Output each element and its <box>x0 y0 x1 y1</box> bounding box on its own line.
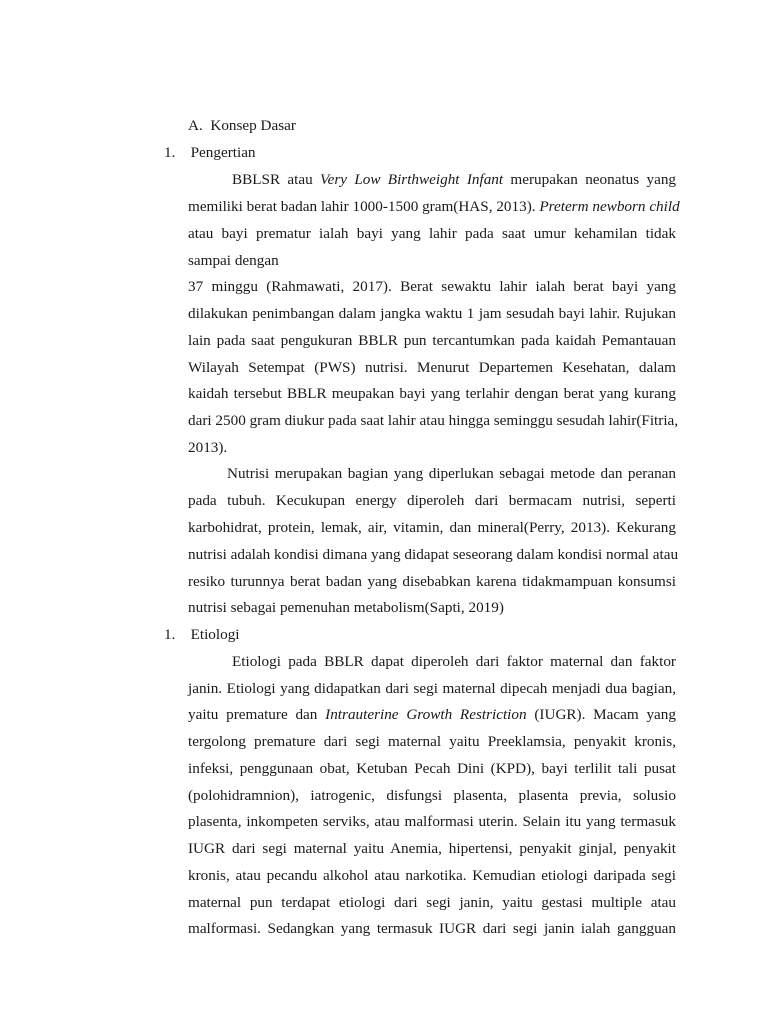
italic-term: Preterm newborn child <box>539 198 680 215</box>
text-span: memiliki berat badan lahir 1000-1500 gram(HAS, 2013). <box>188 198 536 215</box>
section-heading <box>188 113 296 140</box>
paragraph-line: Wilayah Setempat (PWS) nutrisi. Menurut Departemen Kesehatan, dalam <box>188 359 676 376</box>
paragraph-line: dari 2500 gram diukur pada saat lahir atau hingga seminggu sesudah lahir(Fitria, <box>188 412 679 429</box>
paragraph-line: (polohidramnion), iatrogenic, disfungsi plasenta, plasenta previa, solusio <box>188 787 676 804</box>
text-span: BBLSR atau <box>232 171 313 188</box>
paragraph-line: atau bayi prematur ialah bayi yang lahir pada saat umur kehamilan tidak <box>188 225 676 242</box>
paragraph-line: janin. Etiologi yang didapatkan dari segi maternal dipecah menjadi dua bagian, <box>188 680 676 697</box>
text-span: merupakan neonatus yang <box>510 171 677 188</box>
subsection-number: 1. <box>164 144 176 161</box>
paragraph-line: 37 minggu (Rahmawati, 2017). Berat sewaktu lahir ialah berat bayi yang <box>188 278 676 295</box>
paragraph-line: tergolong premature dari segi maternal yaitu Preeklamsia, penyakit kronis, <box>188 733 676 750</box>
paragraph-line: infeksi, penggunaan obat, Ketuban Pecah Dini (KPD), bayi terlilit tali pusat <box>188 760 676 777</box>
paragraph-line: 2013). <box>188 439 228 456</box>
section-title: Konsep Dasar <box>210 117 296 134</box>
paragraph-line: malformasi. Sedangkan yang termasuk IUGR dari segi janin ialah gangguan <box>188 920 676 937</box>
subsection-title: Pengertian <box>190 144 256 161</box>
subsection-number: 1. <box>164 626 176 643</box>
paragraph-line <box>188 702 676 729</box>
paragraph-line: nutrisi sebagai pemenuhan metabolism(Sapti, 2019) <box>188 599 504 616</box>
paragraph-line: kaidah tersebut BBLR meupakan bayi yang terlahir dengan berat yang kurang <box>188 385 676 402</box>
subsection-title: Etiologi <box>190 626 240 643</box>
text-span: (IUGR). Macam yang <box>534 706 676 723</box>
paragraph-line: pada tubuh. Kecukupan energy diperoleh dari bermacam nutrisi, seperti <box>188 492 676 509</box>
paragraph-line: maternal pun terdapat etiologi dari segi janin, yaitu gestasi multiple atau <box>188 894 676 911</box>
paragraph-line: Etiologi pada BBLR dapat diperoleh dari faktor maternal dan faktor <box>232 653 676 670</box>
italic-term: Very Low Birthweight Infant <box>320 171 504 188</box>
paragraph-line <box>232 167 676 194</box>
paragraph-line: IUGR dari segi maternal yaitu Anemia, hipertensi, penyakit ginjal, penyakit <box>188 840 676 857</box>
paragraph-line: dilakukan penimbangan dalam jangka waktu 1 jam sesudah bayi lahir. Rujukan <box>188 305 676 322</box>
paragraph-line: lain pada saat pengukuran BBLR pun tercantumkan pada kaidah Pemantauan <box>188 332 676 349</box>
paragraph-line: plasenta, inkompeten serviks, atau malformasi uterin. Selain itu yang termasuk <box>188 813 676 830</box>
italic-term: Intrauterine Growth Restriction <box>325 706 527 723</box>
paragraph-line: kronis, atau pecandu alkohol atau narkotika. Kemudian etiologi daripada segi <box>188 867 676 884</box>
subsection-heading-etiologi <box>164 622 240 649</box>
text-span: yaitu premature dan <box>188 706 318 723</box>
subsection-heading-pengertian <box>164 140 256 167</box>
paragraph-line: resiko turunnya berat badan yang disebabkan karena tidakmampuan konsumsi <box>188 573 676 590</box>
paragraph-line <box>188 194 680 221</box>
section-letter: A. <box>188 117 203 134</box>
paragraph-line: sampai dengan <box>188 252 279 269</box>
paragraph-line: karbohidrat, protein, lemak, air, vitamin, dan mineral(Perry, 2013). Kekurang <box>188 519 676 536</box>
paragraph-line: Nutrisi merupakan bagian yang diperlukan sebagai metode dan peranan <box>227 465 676 482</box>
paragraph-line: nutrisi adalah kondisi dimana yang didapat seseorang dalam kondisi normal atau <box>188 546 679 563</box>
